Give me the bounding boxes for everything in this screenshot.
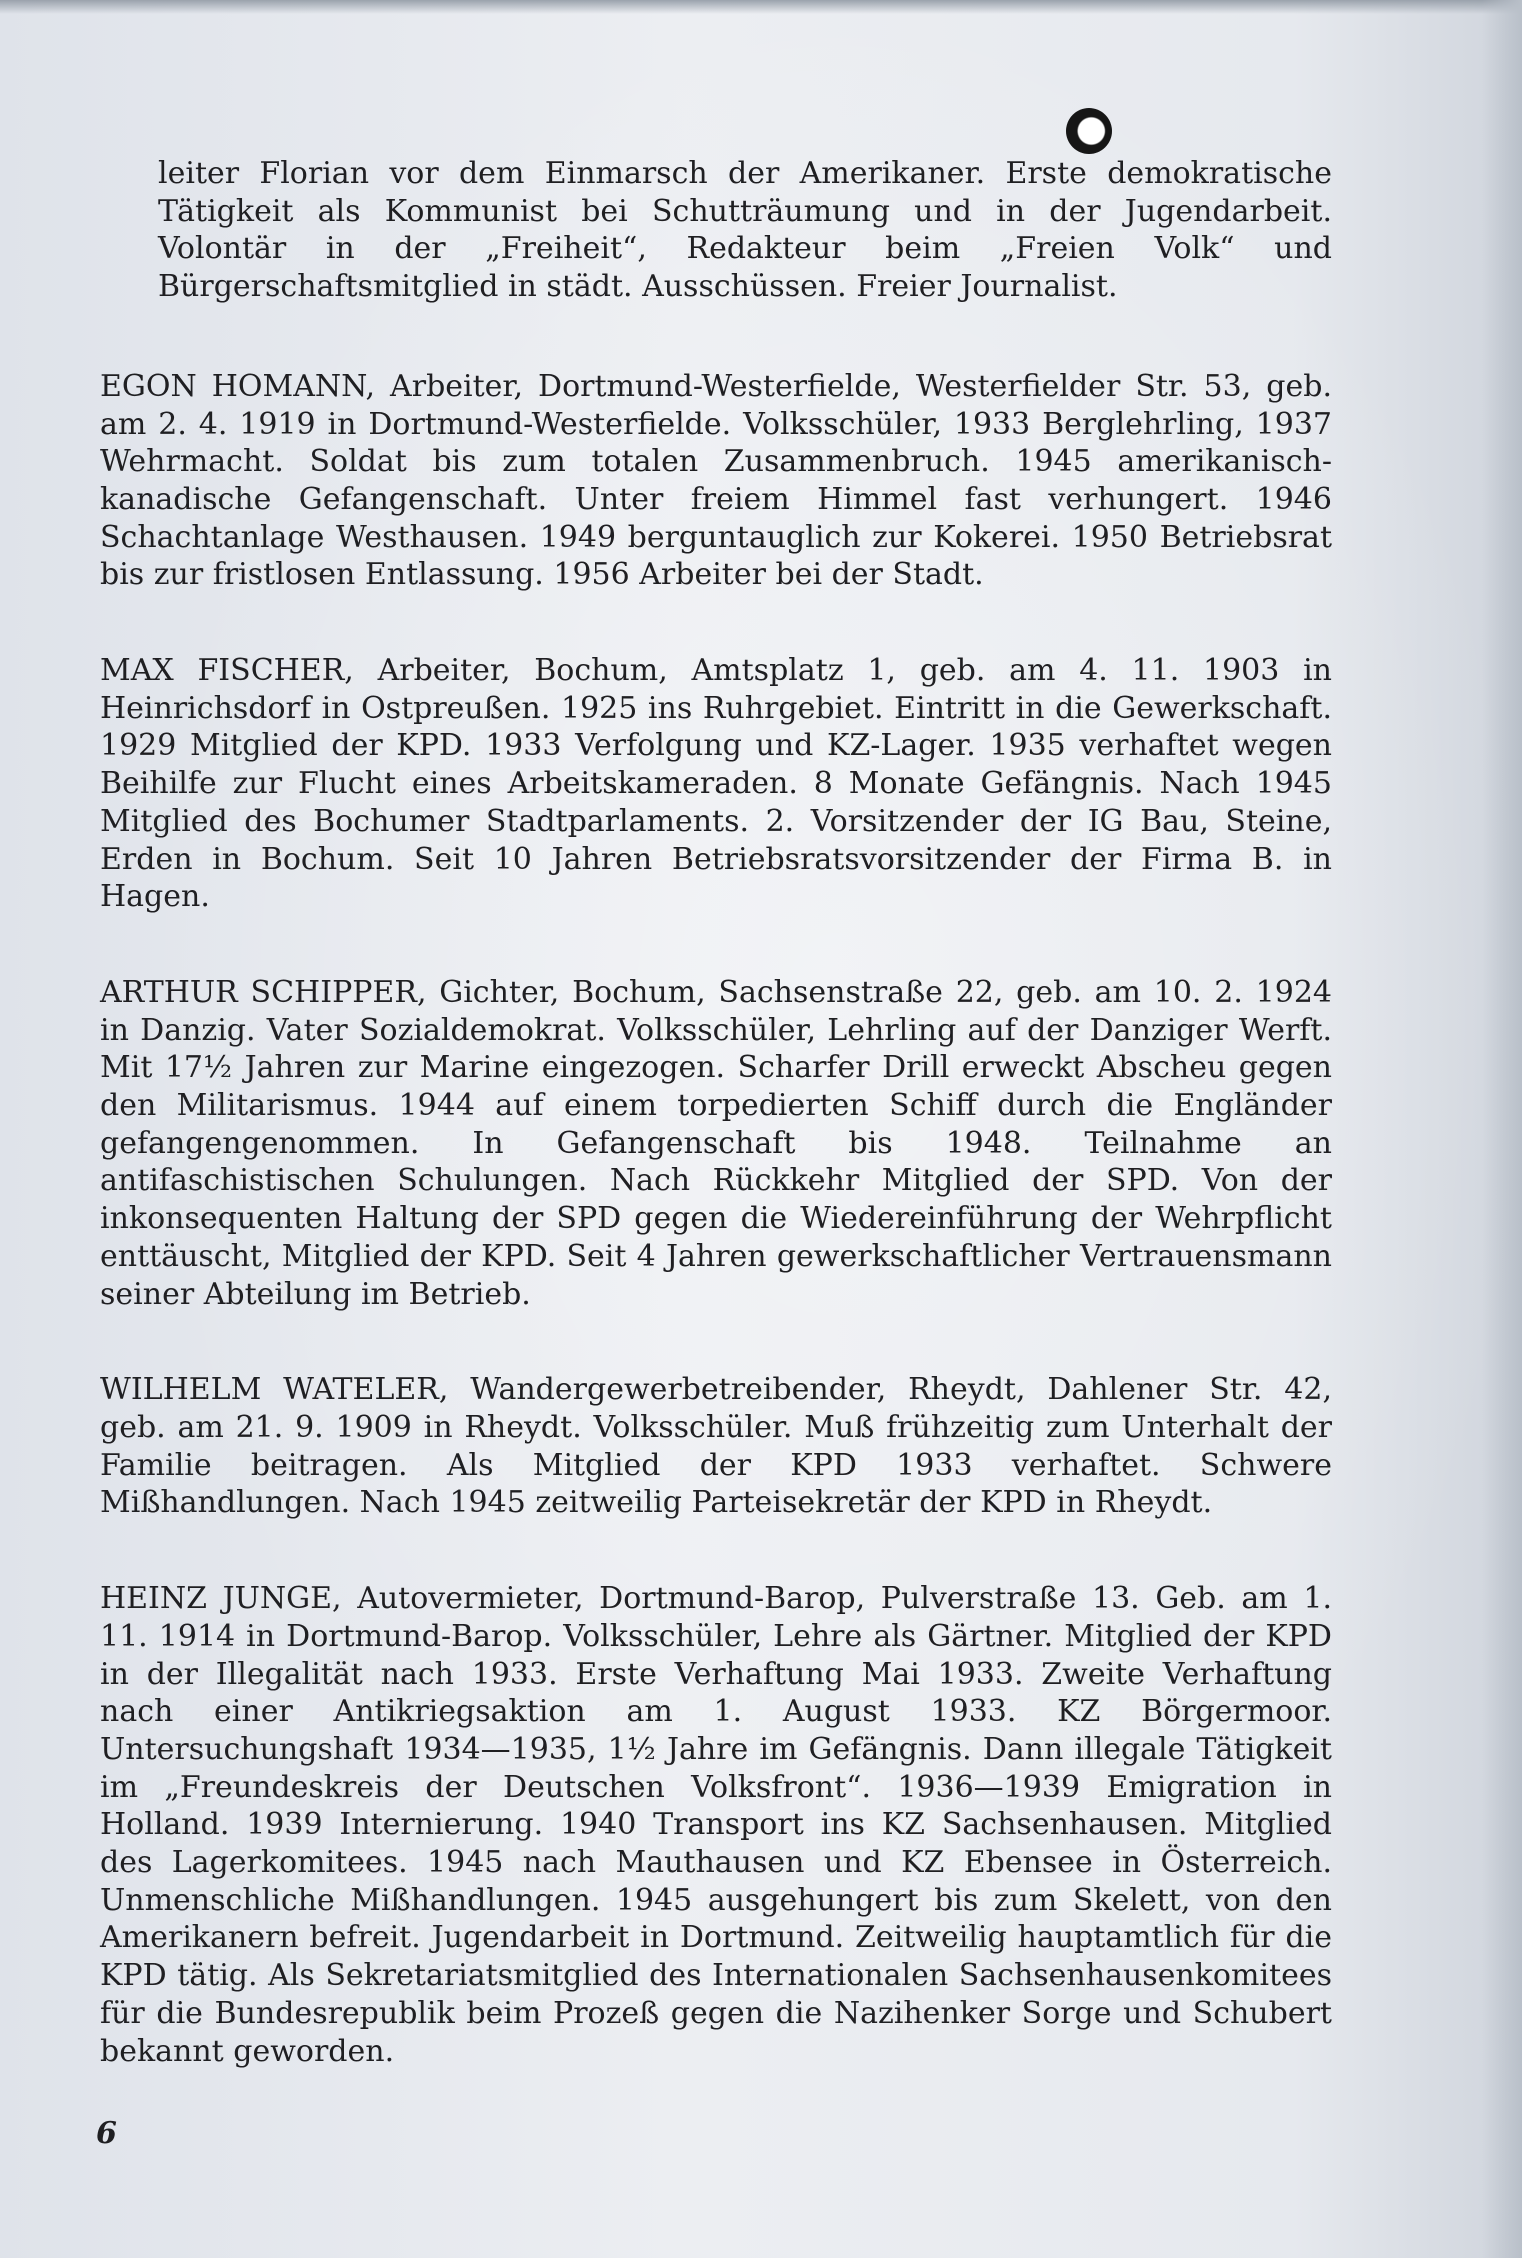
person-name: HEINZ JUNGE bbox=[100, 1581, 333, 1617]
biography-text: , Wandergewerbetreibender, Rheydt, Dahlener Str. 42, geb. am 21. 9. 1909 in Rheydt. Volksschüler. Muß frühzeitig zum Unterhalt der Familie beitragen. Als Mitglied der KPD 1933 verhaftet. Schwere Mißhandlungen. Nach 1945 zeitweilig Parteisekretär der KPD in Rheydt. bbox=[100, 1372, 1332, 1521]
person-name: MAX FISCHER bbox=[100, 653, 345, 689]
page-number: 6 bbox=[96, 2116, 117, 2151]
paragraph-continuation bbox=[100, 155, 1332, 306]
biography-egon-homann bbox=[100, 368, 1332, 594]
biography-text: , Autovermieter, Dortmund-Barop, Pulverstraße 13. Geb. am 1. 11. 1914 in Dortmund-Barop. Volksschüler, Lehre als Gärtner. Mitglied der KPD in der Illegalität nach 1933. Erste Verhaftung Mai 1933. Zweite Verhaftung nach einer Antikriegsaktion am 1. August 1933. KZ Börgermoor. Untersuchungshaft 1934—1935, 1½ Jahre im Gefängnis. Dann illegale Tätigkeit im „Freundeskreis der Deutschen Volksfront“. 1936—1939 Emigration in Holland. 1939 Internierung. 1940 Transport ins KZ Sachsenhausen. Mitglied des Lagerkomitees. 1945 nach Mauthausen und KZ Ebensee in Österreich. Unmenschliche Mißhandlungen. 1945 ausgehungert bis zum Skelett, von den Amerikanern befreit. Jugendarbeit in Dortmund. Zeitweilig hauptamtlich für die KPD tätig. Als Sekretariatsmitglied des Internationalen Sachsenhausenkomitees für die Bundesrepublik beim Prozeß gegen die Nazihenker Sorge und Schubert bekannt geworden. bbox=[100, 1581, 1332, 2069]
paragraph-text: leiter Florian vor dem Einmarsch der Amerikaner. Erste demokratische Tätigkeit als Kommunist bei Schutträumung und in der Jugendarbeit. Volontär in der „Freiheit“, Redakteur beim „Freien Volk“ und Bürgerschaftsmitglied in städt. Ausschüssen. Freier Journalist. bbox=[158, 156, 1332, 305]
page-body bbox=[100, 155, 1332, 2128]
biography-max-fischer bbox=[100, 652, 1332, 916]
biography-text: , Arbeiter, Dortmund-Westerfielde, Westerfielder Str. 53, geb. am 2. 4. 1919 in Dortmund-Westerfielde. Volksschüler, 1933 Berglehrling, 1937 Wehrmacht. Soldat bis zum totalen Zusammenbruch. 1945 amerikanisch-kanadische Gefangenschaft. Unter freiem Himmel fast verhungert. 1946 Schachtanlage Westhausen. 1949 berguntauglich zur Kokerei. 1950 Betriebsrat bis zur fristlosen Entlassung. 1956 Arbeiter bei der Stadt. bbox=[100, 368, 1332, 593]
biography-arthur-schipper bbox=[100, 974, 1332, 1313]
person-name: EGON HOMANN bbox=[100, 368, 366, 404]
biography-text: , Gichter, Bochum, Sachsenstraße 22, geb. am 10. 2. 1924 in Danzig. Vater Sozialdemokrat. Volksschüler, Lehrling auf der Danziger Werft. Mit 17½ Jahren zur Marine eingezogen. Scharfer Drill erweckt Abscheu gegen den Militarismus. 1944 auf einem torpedierten Schiff durch die Engländer gefangengenommen. In Gefangenschaft bis 1948. Teilnahme an antifaschistischen Schulungen. Nach Rückkehr Mitglied der SPD. Von der inkonsequenten Haltung der SPD gegen die Wiedereinführung der Wehrpflicht enttäuscht, Mitglied der KPD. Seit 4 Jahren gewerkschaftlicher Vertrauensmann seiner Abteilung im Betrieb. bbox=[100, 974, 1332, 1312]
scan-right-edge bbox=[1482, 0, 1522, 2258]
biography-wilhelm-wateler bbox=[100, 1371, 1332, 1522]
punch-hole-mark bbox=[1066, 108, 1112, 154]
biography-text: , Arbeiter, Bochum, Amtsplatz 1, geb. am 4. 11. 1903 in Heinrichsdorf in Ostpreußen. 1925 ins Ruhrgebiet. Eintritt in die Gewerkschaft. 1929 Mitglied der KPD. 1933 Verfolgung und KZ-Lager. 1935 verhaftet wegen Beihilfe zur Flucht eines Arbeitskameraden. 8 Monate Gefängnis. Nach 1945 Mitglied des Bochumer Stadtparlaments. 2. Vorsitzender der IG Bau, Steine, Erden in Bochum. Seit 10 Jahren Betriebsratsvorsitzender der Firma B. in Hagen. bbox=[100, 653, 1332, 915]
scan-top-edge bbox=[0, 0, 1522, 14]
biography-heinz-junge bbox=[100, 1580, 1332, 2070]
person-name: WILHELM WATELER bbox=[100, 1372, 439, 1408]
person-name: ARTHUR SCHIPPER bbox=[100, 974, 417, 1010]
